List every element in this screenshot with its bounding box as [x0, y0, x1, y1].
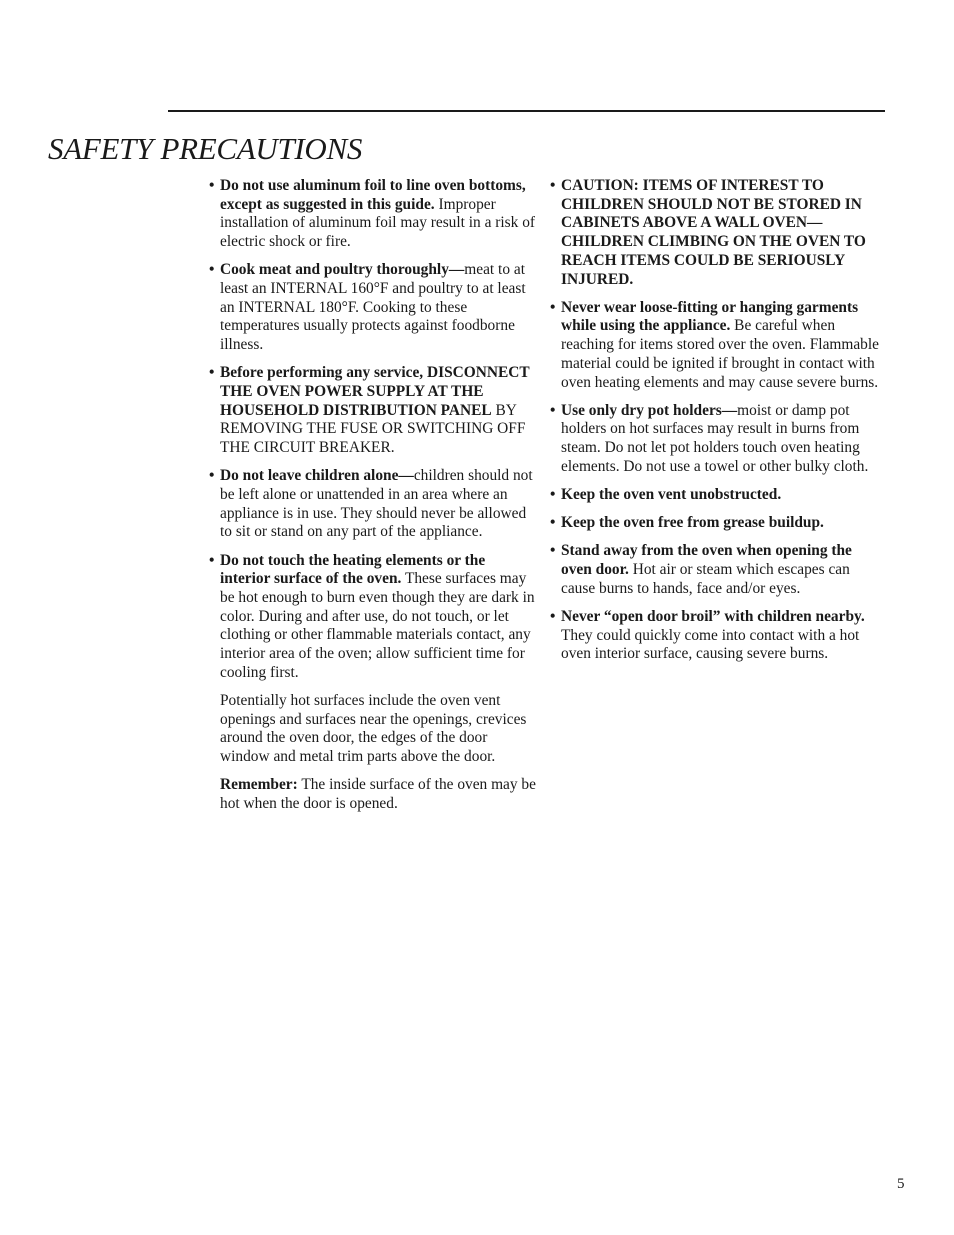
remember-text: The inside surface of the oven may be hot when the door is opened.	[220, 776, 536, 813]
item-bold: Do not touch the heating elements or the interior surface of the oven.	[220, 551, 486, 588]
bullet: •	[550, 486, 556, 504]
item-text: They could quickly come into contact with a hot oven interior surface, causing severe burns.	[561, 626, 860, 663]
bullet: •	[550, 608, 556, 626]
list-item	[550, 486, 880, 505]
remember-label: Remember:	[220, 776, 298, 794]
list-item	[550, 177, 880, 289]
item-text: Be careful when reaching for items stored over the oven. Flammable material could be ignited if brought in contact with oven heating elements and may cause severe burns.	[561, 317, 879, 391]
bullet: •	[209, 364, 215, 382]
hot-surfaces-paragraph: Potentially hot surfaces include the oven vent openings and surfaces near the openings, crevices around the oven door, the edges of the door window and metal trim parts above the door.	[220, 692, 527, 766]
bullet: •	[550, 542, 556, 560]
bullet: •	[209, 261, 215, 279]
list-item	[209, 467, 537, 542]
item-bold: Stand away from the oven when opening the oven door.	[561, 542, 852, 579]
bullet: •	[209, 551, 215, 569]
item-bold: Use only dry pot holders—	[561, 401, 738, 419]
bullet: •	[550, 514, 556, 532]
item-bold: Keep the oven free from grease buildup.	[561, 514, 824, 532]
bullet: •	[209, 467, 215, 485]
bullet: •	[209, 177, 215, 194]
item-bold: Do not leave children alone—	[220, 467, 414, 485]
page-title: SAFETY PRECAUTIONS	[48, 131, 363, 166]
item-bold: Never “open door broil” with children nearby.	[561, 608, 865, 626]
bullet: •	[550, 177, 556, 194]
list-item	[550, 514, 880, 533]
page-number: 5	[897, 1176, 905, 1192]
list-item	[209, 261, 537, 355]
item-bold: Never wear loose-fitting or hanging garments while using the appliance.	[561, 298, 859, 335]
item-text: BY REMOVING THE FUSE OR SWITCHING OFF THE CIRCUIT BREAKER.	[220, 401, 526, 457]
item-bold: Do not use aluminum foil to line oven bottoms, except as suggested in this guide.	[220, 177, 526, 213]
list-item	[550, 402, 880, 477]
list-item	[550, 608, 880, 664]
item-bold: Keep the oven vent unobstructed.	[561, 486, 782, 504]
list-item	[209, 177, 537, 252]
item-bold: CAUTION: ITEMS OF INTEREST TO CHILDREN SHOULD NOT BE STORED IN CABINETS ABOVE A WALL OVEN—CHILDREN CLIMBING ON THE OVEN TO REACH ITEMS COULD BE SERIOUSLY INJURED.	[561, 177, 866, 288]
item-text: Hot air or steam which escapes can cause burns to hands, face and/or eyes.	[561, 561, 850, 597]
item-text: These surfaces may be hot enough to burn even though they are dark in color. During and after use, do not touch, or let clothing or other flammable materials contact, any interior area of the oven; allow sufficient time for cooling first.	[220, 570, 535, 681]
item-text: moist or damp pot holders on hot surfaces may result in burns from steam. Do not let pot holders touch oven heating elements. Do not use a towel or other bulky cloth.	[561, 401, 869, 475]
top-rule	[168, 110, 885, 112]
left-column	[209, 177, 537, 823]
item-text: children should not be left alone or unattended in an area where an appliance is in use. They should never be allowed to sit or stand on any part of the appliance.	[220, 467, 533, 541]
bullet: •	[550, 401, 556, 419]
list-item	[550, 542, 880, 598]
item-text: Improper installation of aluminum foil may result in a risk of electric shock or fire.	[220, 195, 536, 251]
bullet: •	[550, 298, 556, 316]
item-bold: Cook meat and poultry thoroughly—	[220, 261, 465, 279]
list-item	[209, 552, 537, 683]
item-bold: Before performing any service, DISCONNECT THE OVEN POWER SUPPLY AT THE HOUSEHOLD DISTRIBUTION PANEL	[220, 364, 530, 419]
right-column	[550, 177, 880, 674]
list-item	[550, 299, 880, 393]
remember-paragraph	[209, 776, 537, 813]
list-item	[209, 364, 537, 458]
item-text: meat to at least an INTERNAL 160°F and poultry to at least an INTERNAL 180°F. Cooking to these temperatures usually protects against foodborne illness.	[220, 261, 526, 354]
